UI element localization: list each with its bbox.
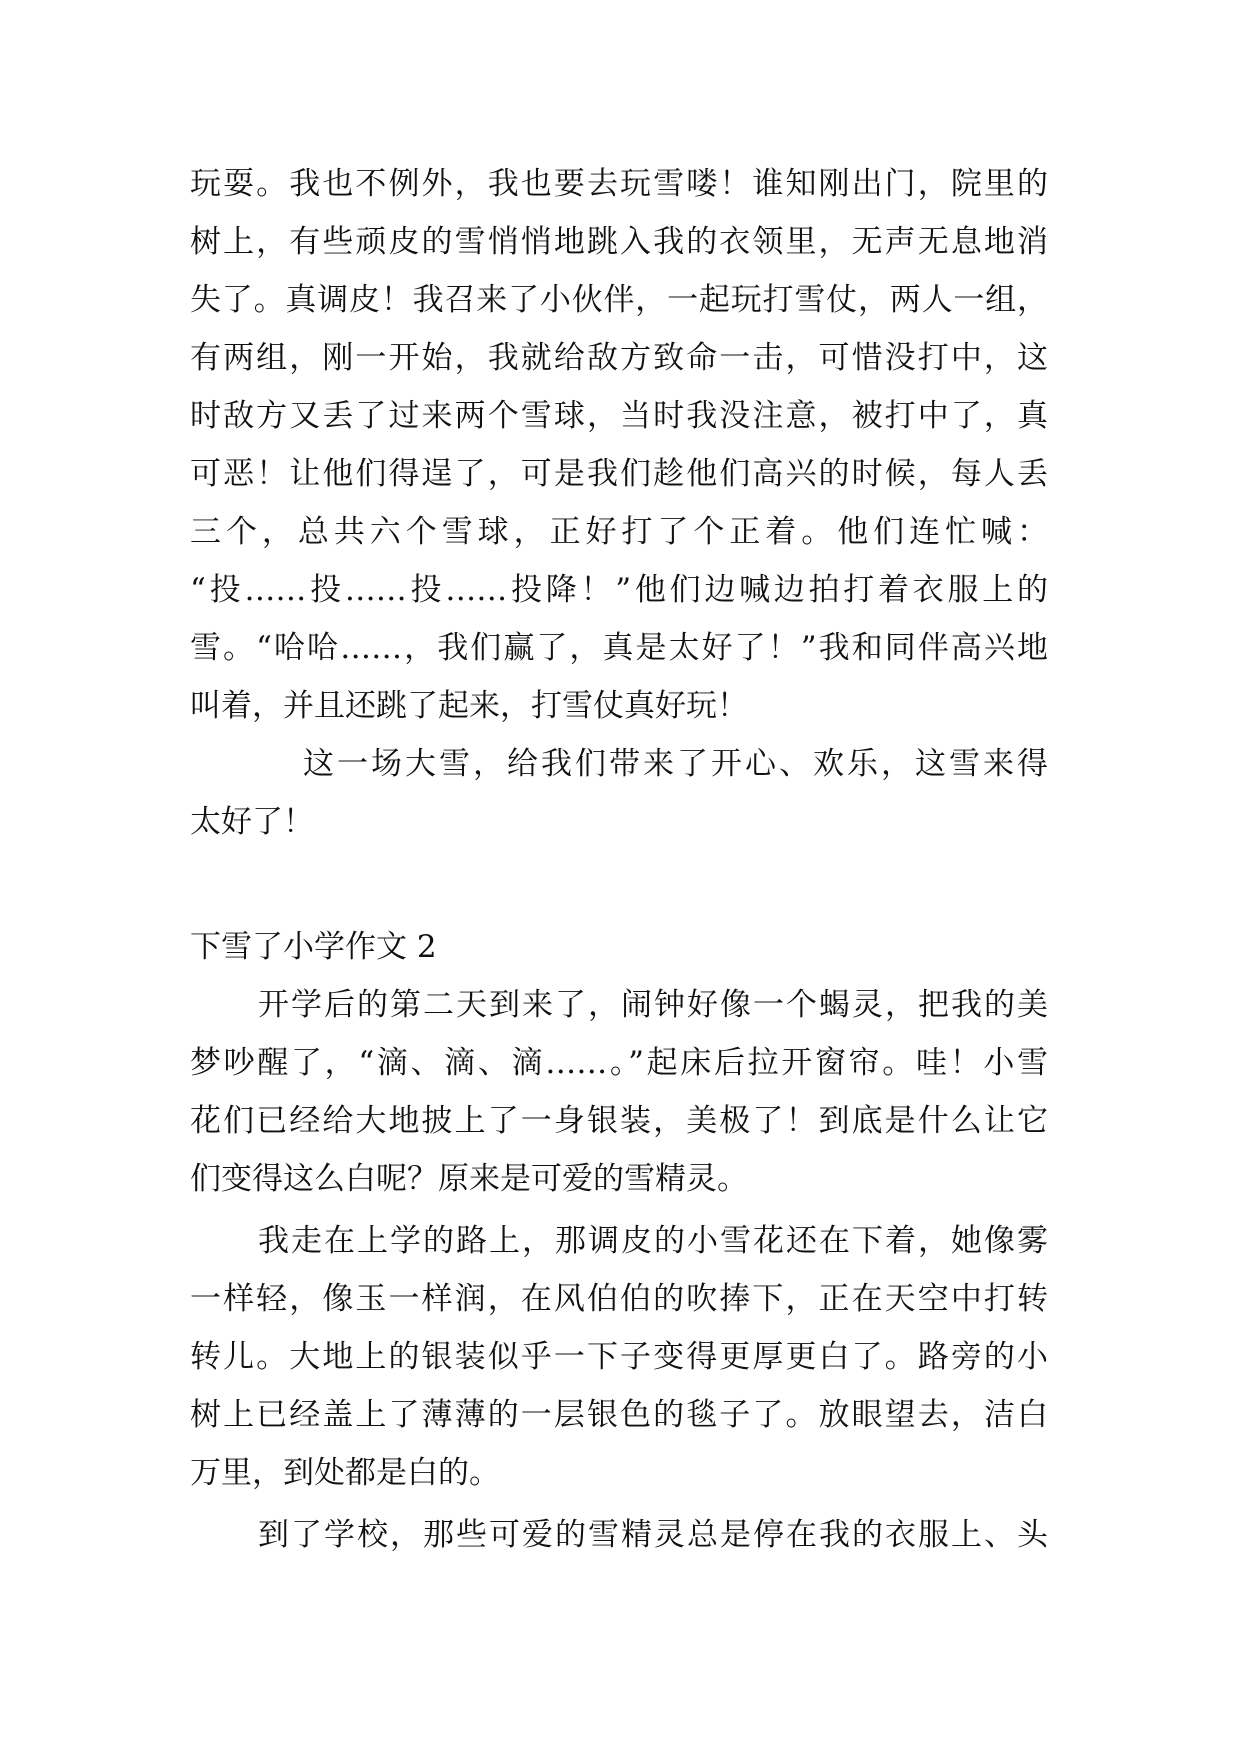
text-line: 一样轻，像玉一样润，在风伯伯的吹捧下，正在天空中打转 [190, 1281, 1048, 1317]
text-line: 我走在上学的路上，那调皮的小雪花还在下着，她像雾 [258, 1223, 1048, 1259]
text-line: 三个，总共六个雪球，正好打了个正着。他们连忙喊： [190, 514, 1048, 550]
text-line: “投……投……投……投降！”他们边喊边拍打着衣服上的 [190, 572, 1048, 608]
text-line: 失了。真调皮！我召来了小伙伴，一起玩打雪仗，两人一组， [190, 282, 1048, 318]
text-line: 开学后的第二天到来了，闹钟好像一个蝎灵，把我的美 [258, 987, 1048, 1023]
text-line: 可恶！让他们得逞了，可是我们趁他们高兴的时候，每人丢 [190, 456, 1048, 492]
text-line: 梦吵醒了，“滴、滴、滴……。”起床后拉开窗帘。哇！小雪 [190, 1045, 1048, 1081]
text-line: 转儿。大地上的银装似乎一下子变得更厚更白了。路旁的小 [190, 1339, 1048, 1375]
text-line: 到了学校，那些可爱的雪精灵总是停在我的衣服上、头 [258, 1517, 1048, 1553]
text-line: 雪。“哈哈……，我们赢了，真是太好了！”我和同伴高兴地 [190, 630, 1048, 666]
text-line: 有两组，刚一开始，我就给敌方致命一击，可惜没打中，这 [190, 340, 1048, 376]
text-line: 叫着，并且还跳了起来，打雪仗真好玩！ [190, 688, 748, 724]
text-line: 玩耍。我也不例外，我也要去玩雪喽！谁知刚出门，院里的 [190, 166, 1048, 202]
text-line: 树上已经盖上了薄薄的一层银色的毯子了。放眼望去，洁白 [190, 1397, 1048, 1433]
text-line: 万里，到处都是白的。 [190, 1455, 500, 1491]
text-line: 这一场大雪，给我们带来了开心、欢乐，这雪来得 [303, 746, 1048, 782]
text-line: 们变得这么白呢？原来是可爱的雪精灵。 [190, 1161, 748, 1197]
essay-2-title: 下雪了小学作文 2 [190, 929, 437, 965]
text-line: 树上，有些顽皮的雪悄悄地跳入我的衣领里，无声无息地消 [190, 224, 1048, 260]
text-line: 花们已经给大地披上了一身银装，美极了！到底是什么让它 [190, 1103, 1048, 1139]
text-line: 时敌方又丢了过来两个雪球，当时我没注意，被打中了，真 [190, 398, 1048, 434]
text-line: 太好了！ [190, 804, 314, 840]
